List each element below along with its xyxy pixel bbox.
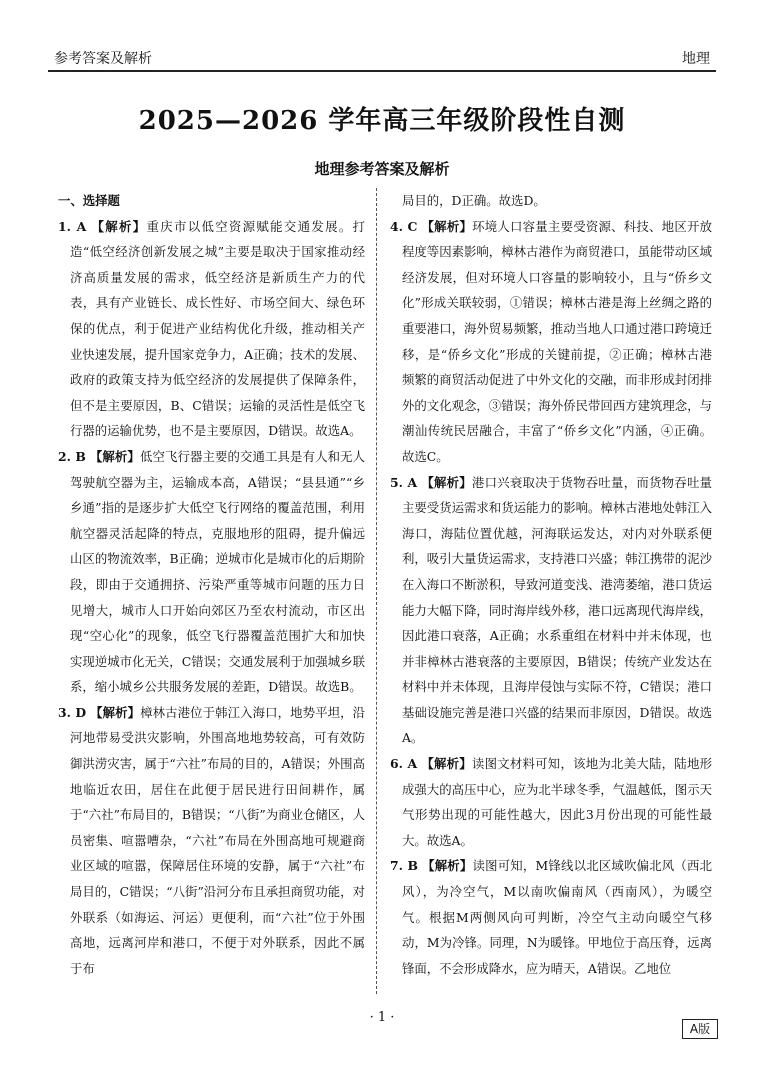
answer-item [390,214,712,470]
answer-item [58,444,365,700]
answer-explanation: 读图可知，M锋线以北区域吹偏北风（西北风），为冷空气，M以南吹偏南风（西南风），为暖空气。根据M两侧风向可判断，冷空气主动向暖空气移动，M为冷锋。同理，N为暖锋。甲地位于高压脊，远离锋面，不会形成降水，应为晴天，A错误。乙地位 [402,858,712,976]
answer-number: 7. B [390,858,418,874]
column-divider [376,188,377,994]
answer-explanation: 环境人口容量主要受资源、科技、地区开放程度等因素影响，樟林古港作为商贸港口，虽能带动区域经济发展，但对环境人口容量的影响较小，且与“侨乡文化”形成关联较弱，①错误；樟林古港是海上丝绸之路的重要港口，海外贸易频繁，推动当地人口通过港口跨境迁移，是“侨乡文化”形成的关键前提，②正确；樟林古港频繁的商贸活动促进了中外文化的交融，而非形成封闭排外的文化观念，③错误；海外侨民带回西方建筑理念，与潮汕传统民居融合，丰富了“侨乡文化”内涵，④正确。故选C。 [402,218,712,464]
answer-number: 3. D [58,704,87,720]
answer-number: 1. A [58,218,87,234]
continued-text: 局目的，D正确。故选D。 [402,193,546,208]
analysis-tag: 【解析】 [421,474,472,490]
header-left-label: 参考答案及解析 [54,51,152,67]
answer-number: 2. B [58,448,86,464]
analysis-tag: 【解析】 [90,704,141,720]
section-title: 一、选择题 [58,193,120,208]
document-title: 2025—2026 学年高三年级阶段性自测 [138,106,626,136]
right-answer-list [390,214,712,982]
answer-item [390,751,712,853]
answer-number: 6. A [390,756,418,772]
answer-item [390,470,712,752]
version-badge: A版 [682,1019,718,1039]
answer-explanation: 港口兴衰取决于货物吞吐量，而货物吞吐量主要受货运需求和货运能力的影响。樟林古港地处韩江入海口，海陆位置优越，河海联运发达，对内对外联系便利，吸引大量货运需求，支持港口兴盛；韩江携带的泥沙在入海口不断淤积，导致河道变浅、港湾萎缩，港口货运能力大幅下降，同时海岸线外移，港口远离现代海岸线，因此港口衰落，A正确；水系重组在材料中并未体现，也并非樟林古港衰落的主要原因，B错误；传统产业发达在材料中并未体现，且海岸侵蚀与实际不符，C错误；港口基础设施完善是港口兴盛的结果而非原因，D错误。故选A。 [402,474,712,746]
analysis-tag: 【解析】 [89,448,140,464]
header-subject-label: 地理 [682,51,710,67]
left-answer-list [58,214,365,982]
analysis-tag: 【解析】 [421,756,472,772]
answer-item [58,214,365,444]
right-column [390,188,712,981]
document-subtitle: 地理参考答案及解析 [314,160,450,178]
answer-number: 4. C [390,218,418,234]
answer-explanation: 低空飞行器主要的交通工具是有人和无人驾驶航空器为主，运输成本高，A错误；“县县通”“乡乡通”指的是逐步扩大低空飞行网络的覆盖范围，利用航空器灵活起降的特点，克服地形的阻碍，提升偏远山区的物流效率，B正确；逆城市化是城市化的后期阶段，即由于交通拥挤、污染严重等城市问题的压力日见增大，城市人口开始向郊区乃至农村流动，市区出现“空心化”的现象，低空飞行器覆盖范围扩大和加快实现逆城市化无关，C错误；交通发展利于加强城乡联系，缩小城乡公共服务发展的差距，D错误。故选B。 [70,448,365,695]
answer-explanation: 樟林古港位于韩江入海口，地势平坦，沿河地带易受洪灾影响，外围高地地势较高，可有效防御洪涝灾害，属于“六社”布局的目的，A错误；外围高地临近农田，居住在此便于居民进行田间耕作，属于“六社”布局目的，B错误；“八街”为商业仓储区，人员密集、喧嚣嘈杂，“六社”布局在外围高地可规避商业区域的喧嚣，保障居住环境的安静，属于“六社”布局目的，C错误；“八街”沿河分布且承担商贸功能，对外联系（如海运、河运）更便利，而“六社”位于外围高地，远离河岸和港口，不便于对外联系，因此不属于布 [70,704,366,976]
analysis-tag: 【解析】 [422,858,473,874]
answer-explanation: 读图文材料可知，该地为北美大陆，陆地形成强大的高压中心，应为北半球冬季，气温越低，图示天气形势出现的可能性越大，因此3月份出现的可能性最大。故选A。 [402,756,712,848]
answer-explanation: 重庆市以低空资源赋能交通发展。打造“低空经济创新发展之城”主要是取决于国家推动经济高质量发展的需求，低空经济是新质生产力的代表，具有产业链长、成长性好、市场空间大、绿色环保的优点，利于促进产业结构优化升级，推动相关产业快速发展，提升国家竞争力，A正确；技术的发展、政府的政策支持为低空经济的发展提供了保障条件，但不是主要原因，B、C错误；运输的灵活性是低空飞行器的运输优势，也不是主要原因，D错误。故选A。 [70,218,365,439]
page-number: · 1 · [369,1010,395,1025]
analysis-tag: 【解析】 [91,218,147,234]
answer-item [390,853,712,981]
left-column [58,188,365,981]
header-rule [48,70,716,72]
answer-number: 5. A [390,474,418,490]
answer-item [58,700,366,982]
analysis-tag: 【解析】 [421,218,473,234]
page-header [48,38,716,72]
